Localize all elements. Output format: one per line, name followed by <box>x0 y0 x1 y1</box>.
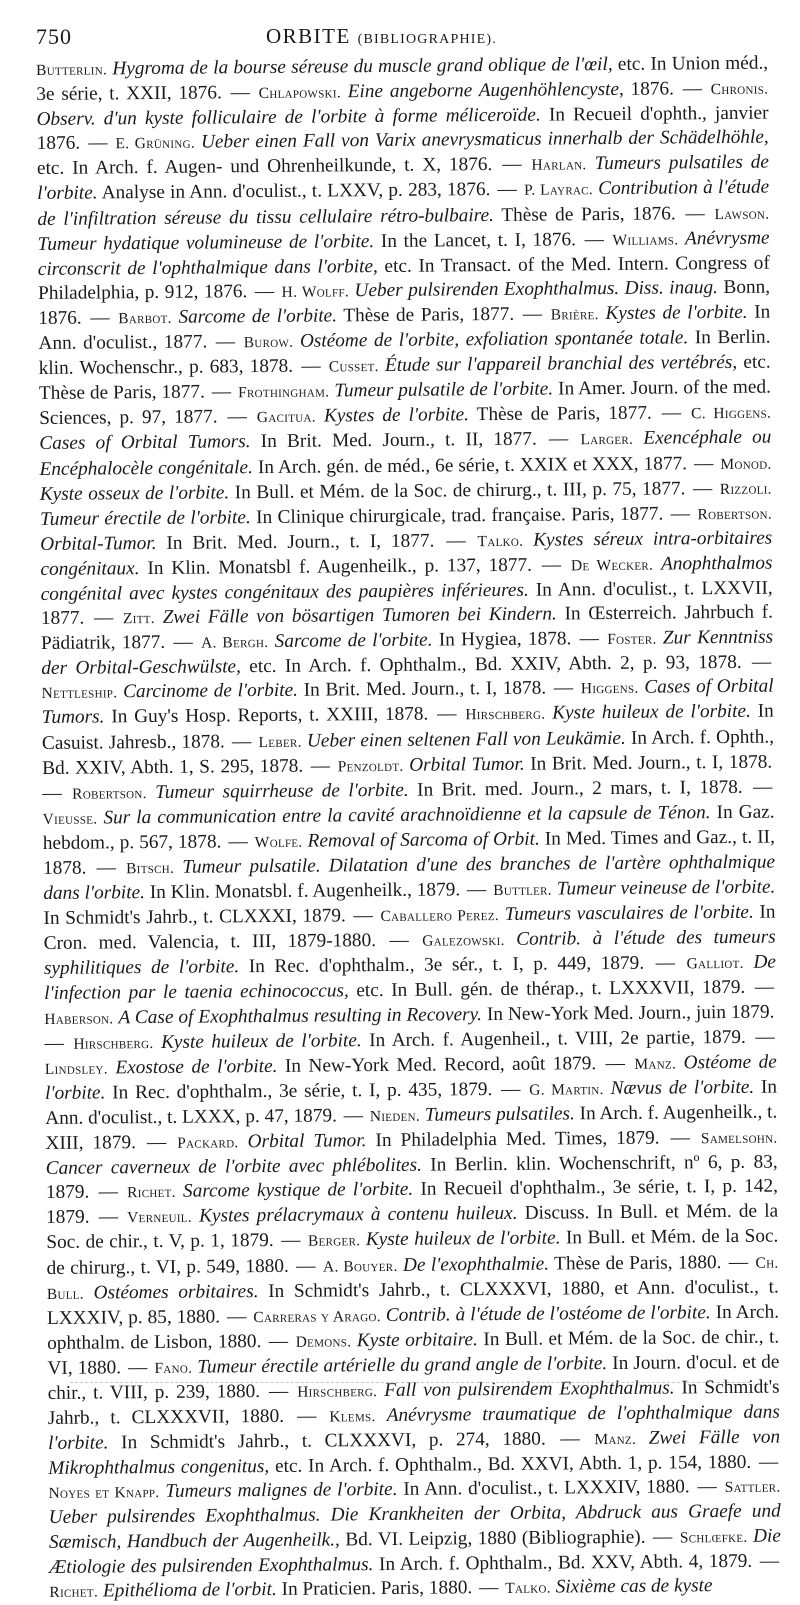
entry-author: H. Wolff. <box>281 283 350 301</box>
entry-author: Sattler. <box>724 1478 781 1497</box>
entry-source: Thèse de Paris, 1880. <box>548 1251 722 1275</box>
entry-author: Frothingham. <box>238 383 330 402</box>
bibliography-entry <box>41 678 546 703</box>
entry-separator: — <box>492 179 523 201</box>
entry-title: Sixième cas de kyste <box>555 1574 713 1598</box>
entry-separator: — <box>661 1127 699 1149</box>
entry-author: Chronis. <box>710 80 769 99</box>
entry-author: Noyes et Knapp. <box>48 1484 160 1503</box>
entry-author: C. Higgens. <box>691 404 772 423</box>
entry-source: etc. In Bull. gén. de thérap., t. LXXXVII, 1879. <box>348 977 746 1002</box>
entry-source: In Philadelphia Med. Times, 1879. <box>366 1127 660 1152</box>
entry-separator: — <box>753 1451 779 1474</box>
entry-title: Tumeur pulsatile. Dilatation d'une des branches de l'artère ophthalmique dans l'orbite. <box>43 851 776 905</box>
entry-separator: — <box>275 1230 307 1252</box>
entry-author: Robertson. <box>72 784 147 803</box>
entry-separator: — <box>430 703 464 726</box>
entry-title: Sarcome de l'orbite. <box>274 629 433 653</box>
entry-author: Packard. <box>177 1134 239 1152</box>
entry-title: Eine angeborne Augenhöhlencyste, <box>347 78 624 103</box>
entry-separator: — <box>206 381 237 403</box>
entry-source: Discuss. In Bull. et Mém. de la Soc. de chir., t. V, p. 1, 1879. <box>46 1200 779 1254</box>
entry-separator: — <box>462 879 492 901</box>
entry-source: In Gaz. hebdom., p. 567, 1878. <box>42 801 775 854</box>
entry-separator: — <box>653 402 690 424</box>
entry-separator: — <box>598 1052 633 1074</box>
running-title: ORBITE <box>266 24 351 48</box>
entry-author: Williams. <box>612 231 679 249</box>
entry-title: Removal of Sarcoma of Orbit. <box>307 828 540 852</box>
entry-title: Kyste huileux de l'orbite. <box>160 1029 362 1053</box>
entry-title: Orbital Tumor. <box>409 753 525 776</box>
bibliography-page <box>36 18 782 1605</box>
entry-separator: — <box>474 1576 504 1598</box>
entry-author: Penzoldt. <box>337 757 404 776</box>
entry-author: De Wecker. <box>570 556 654 575</box>
entry-title: Tumeur érectile de l'orbite. <box>39 506 251 530</box>
entry-source: In Casuist. Jahresb., 1878. <box>41 701 774 754</box>
entry-source: In Ann. d'oculist., t. LXXVII, 1877. <box>40 577 773 630</box>
entry-author: Nettleship. <box>41 684 118 703</box>
entry-author: Talko. <box>477 532 524 550</box>
entry-title: Tumeurs pulsatiles. <box>424 1103 575 1126</box>
entry-source: In Arch. f. Ophthalm., Bd. XXV, Abth. 4, 1879. <box>373 1550 753 1575</box>
entry-source: In Schmidt's Jahrb., t. CLXXXVI, 1880, et Ann. d'oculist., t. LXXXIV, p. 85, 1880. <box>46 1276 779 1329</box>
entry-title: Zwei Fälle von bösartigen Tumoren bei Kindern. <box>162 603 557 628</box>
entry-title: Epithélioma de l'orbit. <box>102 1578 277 1602</box>
entry-author: Klems. <box>329 1408 376 1426</box>
entry-source: In Brit. Med. Journ., t. I, 1878. <box>524 751 773 775</box>
entry-title: Kystes de l'orbite. <box>605 301 748 324</box>
entry-separator: — <box>577 228 611 250</box>
entry-title: Anévrysme circonscrit de l'ophthalmique dans l'orbite, <box>37 227 770 280</box>
entry-author: Haberson. <box>44 1009 114 1028</box>
bibliography-entry <box>338 751 773 776</box>
entry-source: In Arch. f. Augenheilk., t. XIII, 1879. <box>45 1101 778 1154</box>
entry-author: Barbot. <box>118 309 172 328</box>
entry-source: In Ann. d'oculist., t. LXXX, p. 47, 1879. <box>45 1076 778 1129</box>
entry-author: P. Layrac. <box>524 181 594 200</box>
entry-title: Carcinome de l'orbite. <box>122 680 299 703</box>
entry-source: 1876. <box>623 78 675 100</box>
entry-separator: — <box>122 1356 153 1379</box>
entry-title: Cancer caverneux de l'orbite avec phlébolites. <box>45 1154 422 1180</box>
entry-source: In Ann. d'oculist., t. LXXXIV, 1880. <box>397 1476 690 1501</box>
entry-author: Manz. <box>594 1430 637 1449</box>
entry-source: In New-York Med. Journ., juin 1879. <box>481 1001 775 1025</box>
entry-title: Sarcome kystique de l'orbite. <box>182 1178 414 1202</box>
entry-author: Harlan. <box>531 156 587 175</box>
entry-author: Cusset. <box>328 358 379 376</box>
entry-author: Schlœfke. <box>679 1528 748 1546</box>
bibliography-entry <box>73 1026 746 1053</box>
entry-source: In Rec. d'ophthalm., 3e série, t. I, p. 435, 1879. <box>105 1078 493 1104</box>
entry-title: Cases of Orbital Tumors. <box>39 431 251 455</box>
entry-source: Thèse de Paris, 1876. <box>493 202 676 226</box>
entry-author: Robertson. <box>697 505 773 523</box>
entry-source: Thèse de Paris, 1877. <box>336 303 515 327</box>
entry-author: Chlapowski. <box>258 84 342 103</box>
entry-author: Lawson. <box>714 205 770 223</box>
page-number: 750 <box>36 24 72 49</box>
entry-title: Zur Kenntniss der Orbital-Geschwülste, <box>41 626 774 680</box>
entry-separator: — <box>494 154 530 176</box>
entry-author: Gacitua. <box>256 408 316 427</box>
entry-title: Contrib. à l'étude de l'ostéome de l'orbite. <box>385 1301 711 1326</box>
bibliography-entry <box>257 403 652 427</box>
page-header <box>36 18 768 52</box>
entry-author: Richet. <box>126 1184 176 1202</box>
entry-title: A Case of Exophthalmus resulting in Recovery. <box>118 1003 483 1028</box>
entry-separator: — <box>290 1255 322 1277</box>
entry-source: In Œsterreich. Jahrbuch f. Pädiatrik, 1877. <box>41 601 773 655</box>
entry-author: Butterlin. <box>36 61 108 79</box>
entry-title: Anévrysme traumatique de l'ophthalmique dans l'orbite. <box>48 1401 780 1455</box>
bibliography-entry <box>177 1128 660 1153</box>
entry-separator: — <box>747 1026 775 1048</box>
entry-source: In Recueil d'ophth., janvier 1876. <box>36 102 769 155</box>
entry-separator: — <box>665 502 696 525</box>
entry-author: Zitt. <box>122 610 156 628</box>
entry-author: Fano. <box>154 1359 193 1377</box>
entry-title: Ostéome de l'orbite, exfoliation spontanée totale. <box>299 327 689 352</box>
entry-author: Leber. <box>258 733 302 751</box>
entry-title: Kyste osseux de l'orbite. <box>39 481 230 505</box>
entry-title: Orbital-Tumor. <box>40 532 157 555</box>
entry-source: In Guy's Hosp. Reports, t. XXIII, 1878. <box>104 704 429 728</box>
entry-title: Tumeur squirrheuse de l'orbite. <box>155 779 409 803</box>
entry-separator: — <box>675 78 709 100</box>
entry-source: etc. In Arch. f. Ophthalm., Bd. XXVI, Abth. 1, p. 154, 1880. <box>269 1452 752 1478</box>
entry-separator: — <box>137 1131 176 1154</box>
entry-source: In Clinique chirurgicale, trad. française. Paris, 1877. <box>250 503 664 528</box>
entry-author: A. Bergh. <box>201 634 269 652</box>
bibliography-entry <box>72 777 743 804</box>
entry-separator: — <box>647 1525 678 1548</box>
bibliography-entry <box>259 79 674 104</box>
entry-source: In Brit. med. Journ., 2 mars, t. I, 1878. <box>408 776 743 801</box>
entry-source: In Med. Times and Gaz., t. II, 1878. <box>42 826 775 879</box>
entry-source: In Berlin. klin. Wochenschr., p. 683, 1878. <box>38 326 771 380</box>
entry-author: Verneuil. <box>127 1208 193 1227</box>
entry-source: In Schmidt's Jahrb., t. CLXXXI, 1879. <box>43 905 346 930</box>
entry-author: Hirschberg. <box>73 1034 154 1053</box>
entry-separator: — <box>44 1032 72 1054</box>
entry-separator: — <box>338 1105 368 1127</box>
entry-source: In Klin. Monatsbl f. Augenheilk., p. 137, 1877. <box>139 554 533 579</box>
entry-source: In Bull. et Mém. de la Soc. de chirurg., t. III, p. 75, 1877. <box>229 477 686 503</box>
entry-separator: — <box>86 607 122 629</box>
entry-author: E. Grüning. <box>115 134 196 153</box>
entry-author: Burow. <box>243 333 294 352</box>
entry-title: Orbital Tumor. <box>247 1130 367 1153</box>
entry-separator: — <box>723 1251 754 1273</box>
entry-separator: — <box>219 406 255 428</box>
entry-source: In Bull. et Mém. de la Soc. de chir., t. VI, 1880. <box>47 1326 780 1379</box>
entry-author: Demons. <box>295 1333 352 1351</box>
entry-source: In Praticien. Paris, 1880. <box>276 1576 473 1600</box>
entry-title: Tumeur veineuse de l'orbite. <box>556 876 776 900</box>
entry-separator: — <box>263 1330 294 1352</box>
entry-source: In Rec. d'ophthalm., 3e sér., t. I, p. 449, 1879. <box>239 953 645 978</box>
entry-author: Brière. <box>550 306 599 324</box>
entry-separator: — <box>538 428 579 451</box>
bibliography-entry <box>505 1575 713 1598</box>
entry-author: Foster. <box>607 630 657 649</box>
entry-title: Kystes séreux intra-orbitaires congénitaux. <box>40 527 773 580</box>
entry-title: Ueber einen seltenen Fall von Leukämie. <box>306 727 626 752</box>
entry-author: Ch. Bull. <box>46 1254 779 1303</box>
entry-source: In Arch. f. Augenheil., t. VIII, 2e partie, 1879. <box>361 1026 746 1051</box>
entry-title: Ueber pulsirendes Exophthalmus. Die Krankheiten der Orbita, Abdruck aus Graefe und Sæmisch, Handbuch der Augenheilk., <box>48 1500 781 1553</box>
entry-source: Bonn, 1876. <box>38 276 771 329</box>
entry-author: Hirschberg. <box>297 1383 378 1401</box>
entry-separator: — <box>347 905 379 927</box>
entry-source: In Klin. Monatsbl. f. Augenheilk., 1879. <box>144 879 461 904</box>
entry-source: In Recueil d'ophthalm., 3e série, t. I, p. 142, 1879. <box>46 1175 778 1229</box>
entry-author: Monod. <box>720 455 772 473</box>
bibliography-entry <box>48 1477 689 1504</box>
entry-source: In Schmidt's Jahrb., t. CLXXXVI, p. 274, 1880. <box>108 1428 546 1454</box>
entry-source: In Brit. Med. Journ., t. I, 1878. <box>297 677 547 702</box>
bottom-rule <box>70 1382 750 1383</box>
entry-source: In the Lancet, t. I, 1876. <box>374 228 576 252</box>
entry-separator: — <box>646 952 685 975</box>
entry-author: Manz. <box>634 1055 677 1073</box>
entry-title: Ueber pulsirenden Exophthalmus. Diss. inaug. <box>354 276 719 302</box>
entry-title: Ostéome de l'orbite. <box>44 1051 777 1104</box>
entry-author: Wolfe. <box>254 833 303 852</box>
entry-separator: — <box>547 1428 593 1450</box>
entry-author: Galezowski. <box>422 932 505 950</box>
entry-author: Samelsohn. <box>700 1129 778 1148</box>
entry-author: Nieden. <box>369 1107 421 1126</box>
entry-title: Hygroma de la bourse séreuse du muscle grand oblique de l'œil, <box>112 53 613 80</box>
entry-separator: — <box>677 202 713 224</box>
entry-title: Tumeurs pulsatiles de l'orbite. <box>37 151 770 205</box>
entry-source: In Arch. gén. de méd., 6e série, t. XXIX et XXX, 1877. <box>252 452 688 478</box>
entry-separator: — <box>687 477 718 499</box>
entry-separator: — <box>516 303 549 325</box>
entry-author: Rizzoli. <box>719 480 772 498</box>
entry-source: In Arch. f. Ophth., Bd. XXIV, Abth. 1, S. 295, 1878. <box>42 726 775 779</box>
entry-title: Exencéphale ou Encéphalocèle congénitale. <box>39 427 772 480</box>
entry-source: In Ann. d'oculist., 1877. <box>38 301 771 355</box>
entry-title: Tumeurs vasculaires de l'orbite. <box>504 901 754 926</box>
entry-title: Étude sur l'appareil branchial des vertébrés, <box>384 352 738 377</box>
entry-title: Observ. d'un kyste folliculaire de l'orbite à forme méliceroïde. <box>36 104 541 131</box>
entry-separator: — <box>305 755 336 777</box>
entry-separator: — <box>573 628 606 650</box>
entry-separator: — <box>533 554 570 576</box>
entry-author: Talko. <box>505 1579 551 1597</box>
entry-author: Richet. <box>49 1583 99 1601</box>
entry-source: etc. In Arch. f. Augen- und Ohrenheilkunde, t. X, 1876. <box>36 154 493 180</box>
entry-separator: — <box>221 1305 252 1328</box>
entry-source: etc. In Arch. f. Ophthalm., Bd. XXIV, Abth. 2, p. 93, 1878. <box>240 652 742 678</box>
entry-author: Galliot. <box>686 955 744 973</box>
entry-source: In New-York Med. Record, août 1879. <box>277 1052 597 1077</box>
entry-title: Contribution à l'étude de l'infiltration séreuse du tissu cellulaire rétro-bulbaire. <box>37 177 770 230</box>
entry-title: Sarcome de l'orbite. <box>178 305 338 328</box>
entry-separator: — <box>167 631 200 654</box>
entry-title: Kystes de l'orbite. <box>323 404 470 427</box>
entry-author: Larger. <box>580 431 634 449</box>
entry-source: etc. In Transact. of the Med. Intern. Congress of Philadelphia, p. 912, 1876. <box>37 252 770 304</box>
entry-author: Caballero Perez. <box>380 907 500 926</box>
entry-source: In Brit. Med. Journ., t. I, 1877. <box>156 530 435 554</box>
running-head <box>266 24 497 49</box>
bibliography-entry <box>118 304 514 328</box>
entry-title: Kystes prélacrymaux à contenu huileux. <box>199 1203 518 1227</box>
entry-separator: — <box>377 929 421 952</box>
bibliography-entry <box>44 1001 774 1028</box>
entry-source: In Bull. et Mém. de la Soc. de chirurg., t. VI, p. 549, 1880. <box>46 1225 779 1279</box>
entry-separator: — <box>209 331 242 353</box>
entry-separator: — <box>91 1206 126 1228</box>
entry-source: In Cron. med. Valencia, t. III, 1879-1880. <box>43 901 776 955</box>
entry-author: Carreras y Arago. <box>253 1307 381 1326</box>
entry-title: Tumeur pulsatile de l'orbite. <box>334 378 554 402</box>
entry-title: Tumeurs malignes de l'orbite. <box>165 1479 398 1503</box>
entry-separator: — <box>688 452 719 474</box>
entry-author: G. Martin. <box>529 1080 604 1099</box>
bibliography-entry <box>323 1252 722 1276</box>
entry-separator: — <box>747 977 775 999</box>
entry-separator: — <box>436 529 476 552</box>
entry-title: Ueber einen Fall von Varix anevrysmaticus innerhalb der Schädelhöhle, <box>200 126 769 153</box>
entry-author: Higgens. <box>580 680 639 698</box>
entry-separator: — <box>548 677 579 699</box>
entry-separator: — <box>744 776 773 798</box>
entry-source: Bd. VI. Leipzig, 1880 (Bibliographie). <box>339 1526 646 1550</box>
running-subtitle: (BIBLIOGRAPHIE). <box>357 32 497 47</box>
entry-title: Tumeur hydatique volumineuse de l'orbite. <box>37 230 375 255</box>
entry-separator: — <box>82 132 114 154</box>
entry-title: Kyste huileux de l'orbite. <box>365 1227 561 1251</box>
entry-author: Bitsch. <box>125 859 175 878</box>
entry-source: etc. Thèse de Paris, 1877. <box>38 351 771 405</box>
entry-author: Vieusse. <box>42 810 98 828</box>
entry-separator: — <box>754 1550 780 1572</box>
entry-title: Cases of Orbital Tumors. <box>41 675 774 729</box>
entry-separator: — <box>285 1405 328 1427</box>
entry-title: Contrib. à l'étude des tumeurs syphilitiques de l'orbite. <box>43 926 776 980</box>
entry-separator: — <box>691 1476 723 1498</box>
entry-separator: — <box>743 651 772 674</box>
entry-separator: — <box>261 1380 296 1403</box>
entry-author: Lindsley. <box>44 1060 108 1078</box>
bibliography-text <box>36 52 781 1605</box>
entry-title: Zwei Fälle von Mikrophthalmus congenitus, <box>48 1426 781 1480</box>
entry-separator: — <box>223 831 253 853</box>
entry-title: Sur la communication entre la cavité arachnoïdienne et la capsule de Ténon. <box>103 801 711 829</box>
entry-title: Kyste huileux de l'orbite. <box>552 701 751 724</box>
entry-title: Kyste orbitaire. <box>356 1328 478 1352</box>
entry-separator: — <box>226 730 257 752</box>
entry-separator: — <box>83 307 117 329</box>
entry-author: Hirschberg. <box>465 706 546 724</box>
entry-source: In Brit. Med. Journ., t. II, 1877. <box>250 429 537 453</box>
entry-source: In Amer. Journ. of the med. Sciences, p. 97, 1877. <box>39 376 772 430</box>
entry-source: In Journ. d'ocul. et de chir., t. VIII, p. 239, 1880. <box>47 1351 780 1404</box>
entry-title: Tumeur érectile artérielle du grand angle de l'orbite. <box>197 1352 608 1378</box>
entry-title: Die Ætiologie des pulsirenden Exophthalmus. <box>49 1525 782 1578</box>
entry-source: In Arch. ophthalm. de Lisbon, 1880. <box>47 1301 780 1354</box>
entry-separator: — <box>91 1181 126 1203</box>
entry-source: In Hygiea, 1878. <box>432 628 572 651</box>
entry-title: De l'infection par le taenia echinococcus, <box>44 951 777 1005</box>
entry-separator: — <box>249 280 280 302</box>
entry-title: Exostose de l'orbite. <box>115 1055 278 1079</box>
entry-author: A. Bouyer. <box>322 1257 398 1276</box>
entry-source: etc. In Union méd., 3e série, t. XXII, 1876. <box>36 52 769 106</box>
entry-separator: — <box>42 782 71 804</box>
entry-source: Thèse de Paris, 1877. <box>468 402 652 426</box>
entry-author: Berger. <box>307 1232 361 1251</box>
entry-source: In Berlin. klin. Wochenschrift, nº 6, p. 83, 1879. <box>45 1151 778 1204</box>
entry-title: De l'exophthalmie. <box>402 1253 550 1276</box>
entry-source: In Schmidt's Jahrb., t. CLXXXVII, 1880. <box>47 1376 780 1430</box>
bibliography-entry <box>45 1053 597 1079</box>
entry-title: Ostéomes orbitaires. <box>93 1280 259 1304</box>
bibliography-entry <box>201 629 571 653</box>
entry-title: Nævus de l'orbite. <box>610 1076 755 1099</box>
entry-separator: — <box>88 857 125 879</box>
entry-title: Fall von pulsirendem Exophthalmus. <box>384 1377 675 1401</box>
bibliography-entry <box>49 1577 472 1602</box>
entry-title: Anophthalmos congénital avec kystes congénitaux des paupières inférieures. <box>40 552 773 605</box>
entry-separator: — <box>294 355 327 377</box>
entry-separator: — <box>494 1078 528 1100</box>
entry-source: Analyse in Ann. d'oculist., t. LXXV, p. 283, 1876. <box>97 179 491 204</box>
entry-author: Buttler. <box>493 881 553 900</box>
entry-separator: — <box>223 82 257 104</box>
